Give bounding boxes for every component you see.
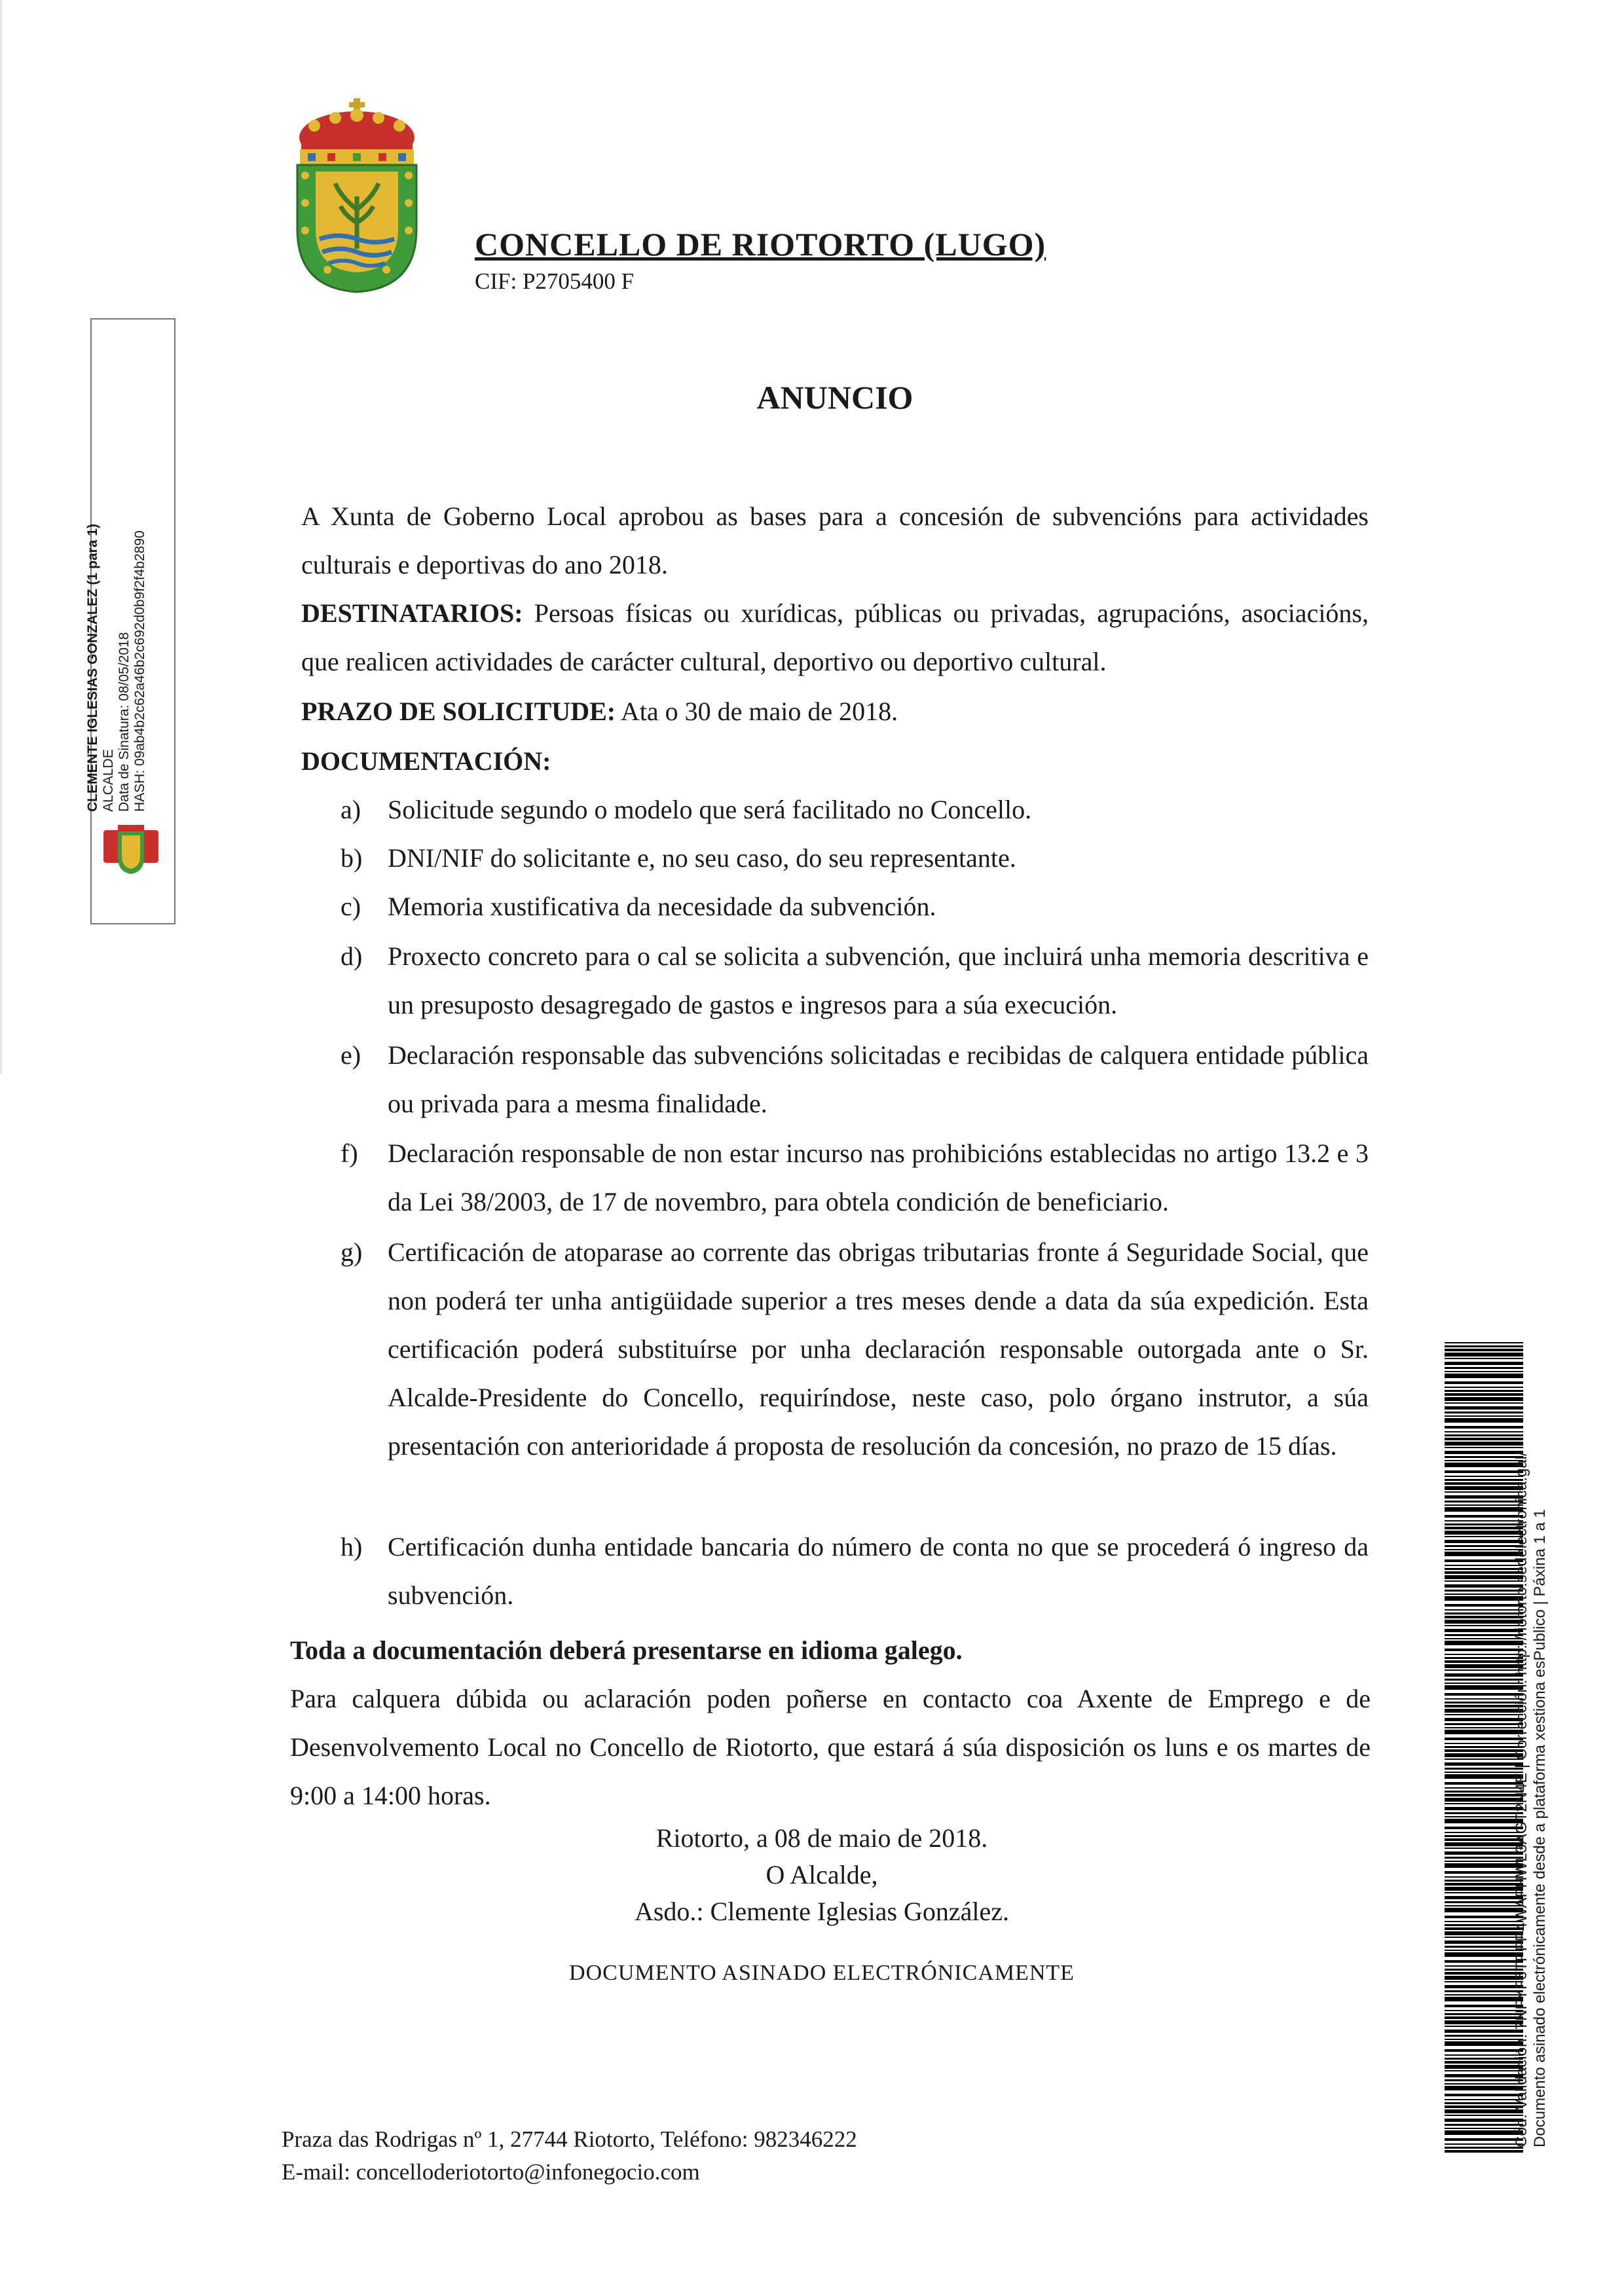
list-item-letter: c) (341, 892, 361, 921)
footer-address: Praza das Rodrigas nº 1, 27744 Riotorto, Teléfono: 982346222 (282, 2126, 857, 2152)
list-item (341, 1129, 1369, 1226)
documentacion-label-text: DOCUMENTACIÓN: (301, 746, 551, 776)
scan-edge (0, 0, 2, 1074)
list-item-text: Proxecto concreto para o cal se solicita a subvención, que incluirá unha memoria descritiva e un presuposto desagregado de gastos e ingresos para a súa execución. (388, 941, 1369, 1019)
list-item-letter: a) (341, 795, 361, 824)
list-item (341, 883, 1369, 931)
prazo-text: Ata o 30 de maio de 2018. (620, 697, 898, 726)
list-item (341, 1523, 1369, 1620)
list-item-text: DNI/NIF do solicitante e, no seu caso, do seu representante. (388, 843, 1016, 873)
stamp-role: ALCALDE (101, 749, 116, 812)
list-item (341, 932, 1369, 1029)
signature-name: Asdo.: Clemente Iglesias González. (634, 1897, 1010, 1926)
list-item (341, 1031, 1369, 1128)
prazo-label: PRAZO DE SOLICITUDE: (301, 697, 616, 726)
list-item (341, 834, 1369, 883)
barcode (1445, 1342, 1523, 2154)
electronic-signature-notice: DOCUMENTO ASINADO ELECTRÓNICAMENTE (569, 1961, 1075, 1985)
list-item-letter: e) (341, 1040, 361, 1070)
list-item-letter: f) (341, 1139, 358, 1168)
validation-platform: Documento asinado electrónicamente desde a plataforma xestiona esPublico | Páxina 1 a 1 (1531, 1509, 1549, 2147)
municipal-crest-logo (288, 98, 426, 295)
destinatarios-text: Persoas físicas ou xurídicas, públicas ou privadas, agrupacións, asociacións, que realicen actividades de carácter cultural, deportivo ou deportivo cultural. (301, 598, 1369, 676)
language-note: Toda a documentación deberá presentarse en idioma galego. (290, 1635, 963, 1665)
stamp-signer: CLEMENTE IGLESIAS GONZALEZ (1 para 1) (85, 524, 100, 812)
signature-stamp-text (85, 406, 148, 812)
list-item (341, 1228, 1369, 1470)
stamp-date: Data de Sinatura: 08/05/2018 (117, 632, 132, 812)
council-name-title: CONCELLO DE RIOTORTO (LUGO) (475, 226, 1046, 263)
footer (282, 2123, 857, 2189)
prazo-paragraph (301, 687, 1369, 736)
list-item-letter: d) (341, 941, 363, 971)
list-item-letter: b) (341, 843, 363, 873)
destinatarios-paragraph (301, 589, 1369, 686)
list-item-letter: g) (341, 1237, 363, 1267)
stamp-hash: HASH: 09ab4b2c62a46b2c692d0b9f2f4b2890 (132, 530, 147, 812)
document-heading: ANUNCIO (756, 379, 913, 416)
list-item-text: Memoria xustificativa da necesidade da subvención. (388, 892, 936, 921)
intro-paragraph: A Xunta de Goberno Local aprobou as bases para a concesión de subvencións para actividades culturais e deportivas do ano 2018. (301, 501, 1369, 579)
destinatarios-label: DESTINATARIOS: (301, 598, 523, 628)
validation-text (1513, 1362, 1549, 2147)
signature-block (0, 1820, 1624, 1930)
list-item (341, 786, 1369, 834)
signature-role: O Alcalde, (766, 1860, 878, 1889)
footer-email: E-mail: concelloderiotorto@infonegocio.com (282, 2159, 700, 2185)
stamp-crest-icon (98, 818, 164, 877)
list-item-letter: h) (341, 1532, 363, 1561)
list-item-text: Declaración responsable de non estar incurso nas prohibicións establecidas no artigo 13.2 e 3 da Lei 38/2003, de 17 de novembro, para obtela condición de beneficiario. (388, 1139, 1369, 1216)
signature-place-date: Riotorto, a 08 de maio de 2018. (655, 1823, 988, 1853)
list-item-text: Certificación dunha entidade bancaria do número de conta no que se procederá ó ingreso da subvención. (388, 1532, 1369, 1610)
list-item-text: Declaración responsable das subvencións solicitadas e recibidas de calquera entidade pública ou privada para a mesma finalidade. (388, 1040, 1369, 1118)
documentacion-label (301, 737, 1369, 786)
list-item-text: Solicitude segundo o modelo que será facilitado no Concello. (388, 795, 1032, 824)
contact-paragraph: Para calquera dúbida ou aclaración poden poñerse en contacto coa Axente de Emprego e de Desenvolvemento Local no Concello de Riotorto, que estará á súa disposición os luns e os martes de 9:00 a 14:00 horas. (290, 1684, 1371, 1810)
list-item-text: Certificación de atoparase ao corrente das obrigas tributarias fronte á Seguridade Social, que non poderá ter unha antigüidade superior a tres meses dende a data da súa expedición. Esta certificación poderá substituírse por unha declaración responsable outorgada ante o Sr. Alcalde-Presidente do Concello, requiríndose, neste caso, polo órgano instrutor, a súa presentación con anterioridade á proposta de resolución da concesión, no prazo de 15 días. (388, 1237, 1369, 1461)
council-cif: CIF: P2705400 F (475, 268, 635, 294)
validation-code: Cód. Validación: 7NFYF6TPFP4WAFHWL3AGT2N4E | Corrección: http://riotorto.sedelectronica.gal/ (1513, 1451, 1530, 2147)
